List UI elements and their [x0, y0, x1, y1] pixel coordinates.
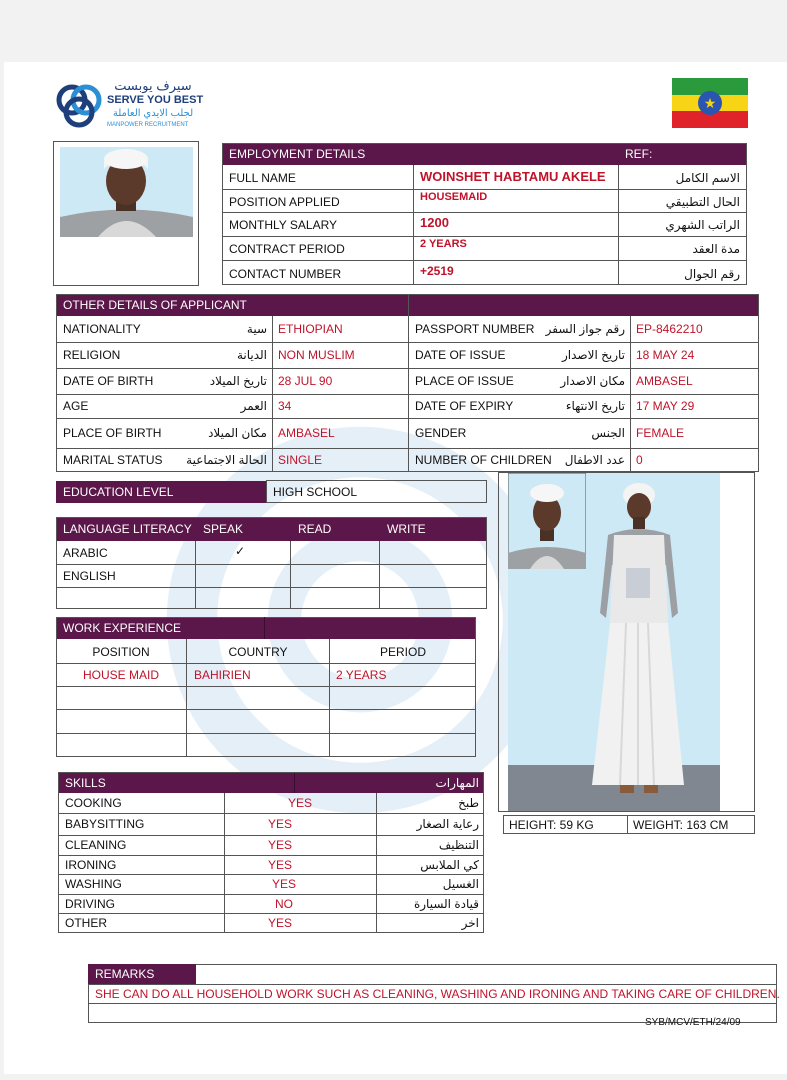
- work-country-value: BAHIRIEN: [194, 667, 251, 682]
- skill-washing-label: WASHING: [65, 877, 122, 891]
- contact-number-label: CONTACT NUMBER: [229, 266, 342, 281]
- contact-number-value: +2519: [420, 264, 454, 278]
- language-english: ENGLISH: [63, 568, 116, 583]
- contact-number-arabic: رقم الجوال: [684, 266, 740, 281]
- passport-number-arabic: رقم جواز السفر: [545, 322, 625, 336]
- date-of-issue-label: DATE OF ISSUE: [415, 348, 506, 362]
- date-of-expiry-arabic: تاريخ الانتهاء: [565, 399, 625, 413]
- position-applied-arabic: الحال التطبيقي: [665, 194, 740, 209]
- skill-other-label: OTHER: [65, 916, 107, 930]
- brand-tagline: MANPOWER RECRUITMENT: [107, 122, 189, 128]
- footer-code: SYB/MCV/ETH/24/09: [645, 1016, 741, 1028]
- remarks-text: SHE CAN DO ALL HOUSEHOLD WORK SUCH AS CLEANING, WASHING AND IRONING AND TAKING CARE OF CHILDREN.: [95, 987, 780, 1001]
- brand-arabic-tagline: لجلب الايدي العاملة: [112, 108, 194, 119]
- date-of-issue-arabic: تاريخ الاصدار: [561, 348, 625, 362]
- read-header: READ: [298, 522, 332, 536]
- education-value: HIGH SCHOOL: [273, 485, 358, 499]
- skill-other-value: YES: [267, 916, 292, 930]
- number-of-children-value: 0: [636, 453, 643, 467]
- place-of-birth-label: PLACE OF BIRTH: [63, 426, 162, 440]
- gender-arabic: الجنس: [591, 426, 625, 440]
- skill-washing-arabic: الغسيل: [442, 877, 479, 891]
- age-arabic: العمر: [240, 399, 267, 413]
- place-of-issue-value: AMBASEL: [636, 374, 693, 388]
- place-of-issue-arabic: مكان الاصدار: [560, 374, 625, 388]
- work-position-value: HOUSE MAID: [82, 667, 159, 682]
- skills-header-arabic: المهارات: [435, 775, 479, 790]
- date-of-birth-value: 28 JUL 90: [278, 374, 333, 388]
- employment-header-label: EMPLOYMENT DETAILS: [229, 147, 366, 161]
- skill-babysitting-value: YES: [267, 817, 292, 831]
- skill-ironing-label: IRONING: [65, 857, 117, 872]
- education-label: EDUCATION LEVEL: [63, 485, 174, 499]
- religion-arabic: الديانة: [236, 348, 267, 362]
- skill-ironing-value: YES: [267, 857, 292, 872]
- skill-cleaning-value: YES: [267, 838, 292, 852]
- skill-cleaning-arabic: التنظيف: [438, 838, 479, 852]
- date-of-birth-arabic: تاريخ الميلاد: [209, 374, 267, 388]
- monthly-salary-arabic: الراتب الشهري: [665, 217, 740, 232]
- ref-label: REF:: [625, 147, 653, 161]
- religion-label: RELIGION: [63, 348, 121, 362]
- marital-status-label: MARITAL STATUS: [63, 453, 163, 467]
- marital-status-value: SINGLE: [278, 453, 323, 467]
- position-applied-value: HOUSEMAID: [420, 191, 488, 203]
- skill-babysitting-label: BABYSITTING: [65, 817, 145, 831]
- other-details-header-label: OTHER DETAILS OF APPLICANT: [63, 298, 247, 312]
- applicant-portrait-photo: [60, 147, 193, 237]
- age-value: 34: [278, 399, 292, 413]
- nationality-label: NATIONALITY: [63, 322, 141, 336]
- arabic-speak-check: ✓: [235, 544, 246, 558]
- country-column-header: COUNTRY: [228, 644, 288, 659]
- monthly-salary-value: 1200: [420, 214, 449, 230]
- age-label: AGE: [63, 399, 89, 413]
- brand-english-name: SERVE YOU BEST: [107, 94, 204, 106]
- passport-number-value: EP-8462210: [636, 322, 703, 336]
- full-name-value: WOINSHET HABTAMU AKELE: [420, 169, 606, 184]
- brand-logo: [55, 78, 205, 134]
- skill-driving-label: DRIVING: [65, 896, 116, 911]
- skill-cooking-arabic: طبخ: [458, 796, 479, 810]
- interlocking-rings-logo-icon: [55, 80, 103, 130]
- language-table: [56, 517, 487, 609]
- contract-period-arabic: مدة العقد: [692, 241, 740, 256]
- position-applied-label: POSITION APPLIED: [229, 194, 340, 209]
- skill-cooking-value: YES: [287, 796, 312, 810]
- place-of-birth-arabic: مكان الميلاد: [208, 426, 267, 440]
- work-experience-table: [56, 617, 476, 757]
- skill-driving-arabic: قيادة السيارة: [413, 896, 479, 911]
- religion-value: NON MUSLIM: [278, 348, 355, 362]
- date-of-issue-value: 18 MAY 24: [636, 348, 695, 362]
- skills-header-label: SKILLS: [65, 775, 106, 790]
- date-of-expiry-value: 17 MAY 29: [636, 399, 695, 413]
- skill-other-arabic: اخر: [461, 916, 479, 930]
- nationality-value: ETHIOPIAN: [278, 322, 343, 336]
- brand-arabic-name: سيرف يوبست: [114, 78, 192, 93]
- skill-babysitting-arabic: رعاية الصغار: [416, 817, 479, 831]
- number-of-children-arabic: عدد الاطفال: [564, 453, 625, 467]
- skill-driving-value: NO: [275, 896, 293, 911]
- skill-ironing-arabic: كي الملابس: [420, 857, 479, 872]
- place-of-issue-label: PLACE OF ISSUE: [415, 374, 514, 388]
- skill-washing-value: YES: [271, 877, 296, 891]
- gender-label: GENDER: [415, 426, 467, 440]
- language-arabic: ARABIC: [63, 545, 108, 560]
- monthly-salary-label: MONTHLY SALARY: [229, 217, 338, 232]
- place-of-birth-value: AMBASEL: [278, 426, 335, 440]
- date-of-expiry-label: DATE OF EXPIRY: [415, 399, 514, 413]
- period-column-header: PERIOD: [379, 644, 426, 659]
- language-literacy-header: LANGUAGE LITERACY: [63, 522, 192, 536]
- position-column-header: POSITION: [92, 644, 150, 659]
- weight-value: WEIGHT: 163 CM: [633, 817, 729, 832]
- work-experience-label: WORK EXPERIENCE: [63, 621, 182, 635]
- contract-period-label: CONTRACT PERIOD: [229, 241, 345, 256]
- height-value: HEIGHT: 59 KG: [509, 817, 594, 832]
- skill-cleaning-label: CLEANING: [65, 838, 127, 852]
- passport-number-label: PASSPORT NUMBER: [415, 322, 535, 336]
- face-closeup-photo: [508, 473, 586, 569]
- skill-cooking-label: COOKING: [65, 796, 122, 810]
- contract-period-value: 2 YEARS: [420, 238, 467, 250]
- date-of-birth-label: DATE OF BIRTH: [63, 374, 154, 388]
- work-period-value: 2 YEARS: [336, 667, 387, 682]
- full-name-arabic: الاسم الكامل: [675, 170, 740, 185]
- remarks-label: REMARKS: [95, 967, 155, 981]
- number-of-children-label: NUMBER OF CHILDREN: [415, 453, 552, 467]
- full-name-label: FULL NAME: [229, 170, 296, 185]
- nationality-arabic: سية: [246, 322, 267, 336]
- gender-value: FEMALE: [636, 426, 685, 440]
- write-header: WRITE: [387, 522, 426, 536]
- speak-header: SPEAK: [203, 522, 244, 536]
- marital-status-arabic: الحالة الاجتماعية: [186, 453, 267, 467]
- ethiopia-flag-icon: ★: [672, 78, 748, 128]
